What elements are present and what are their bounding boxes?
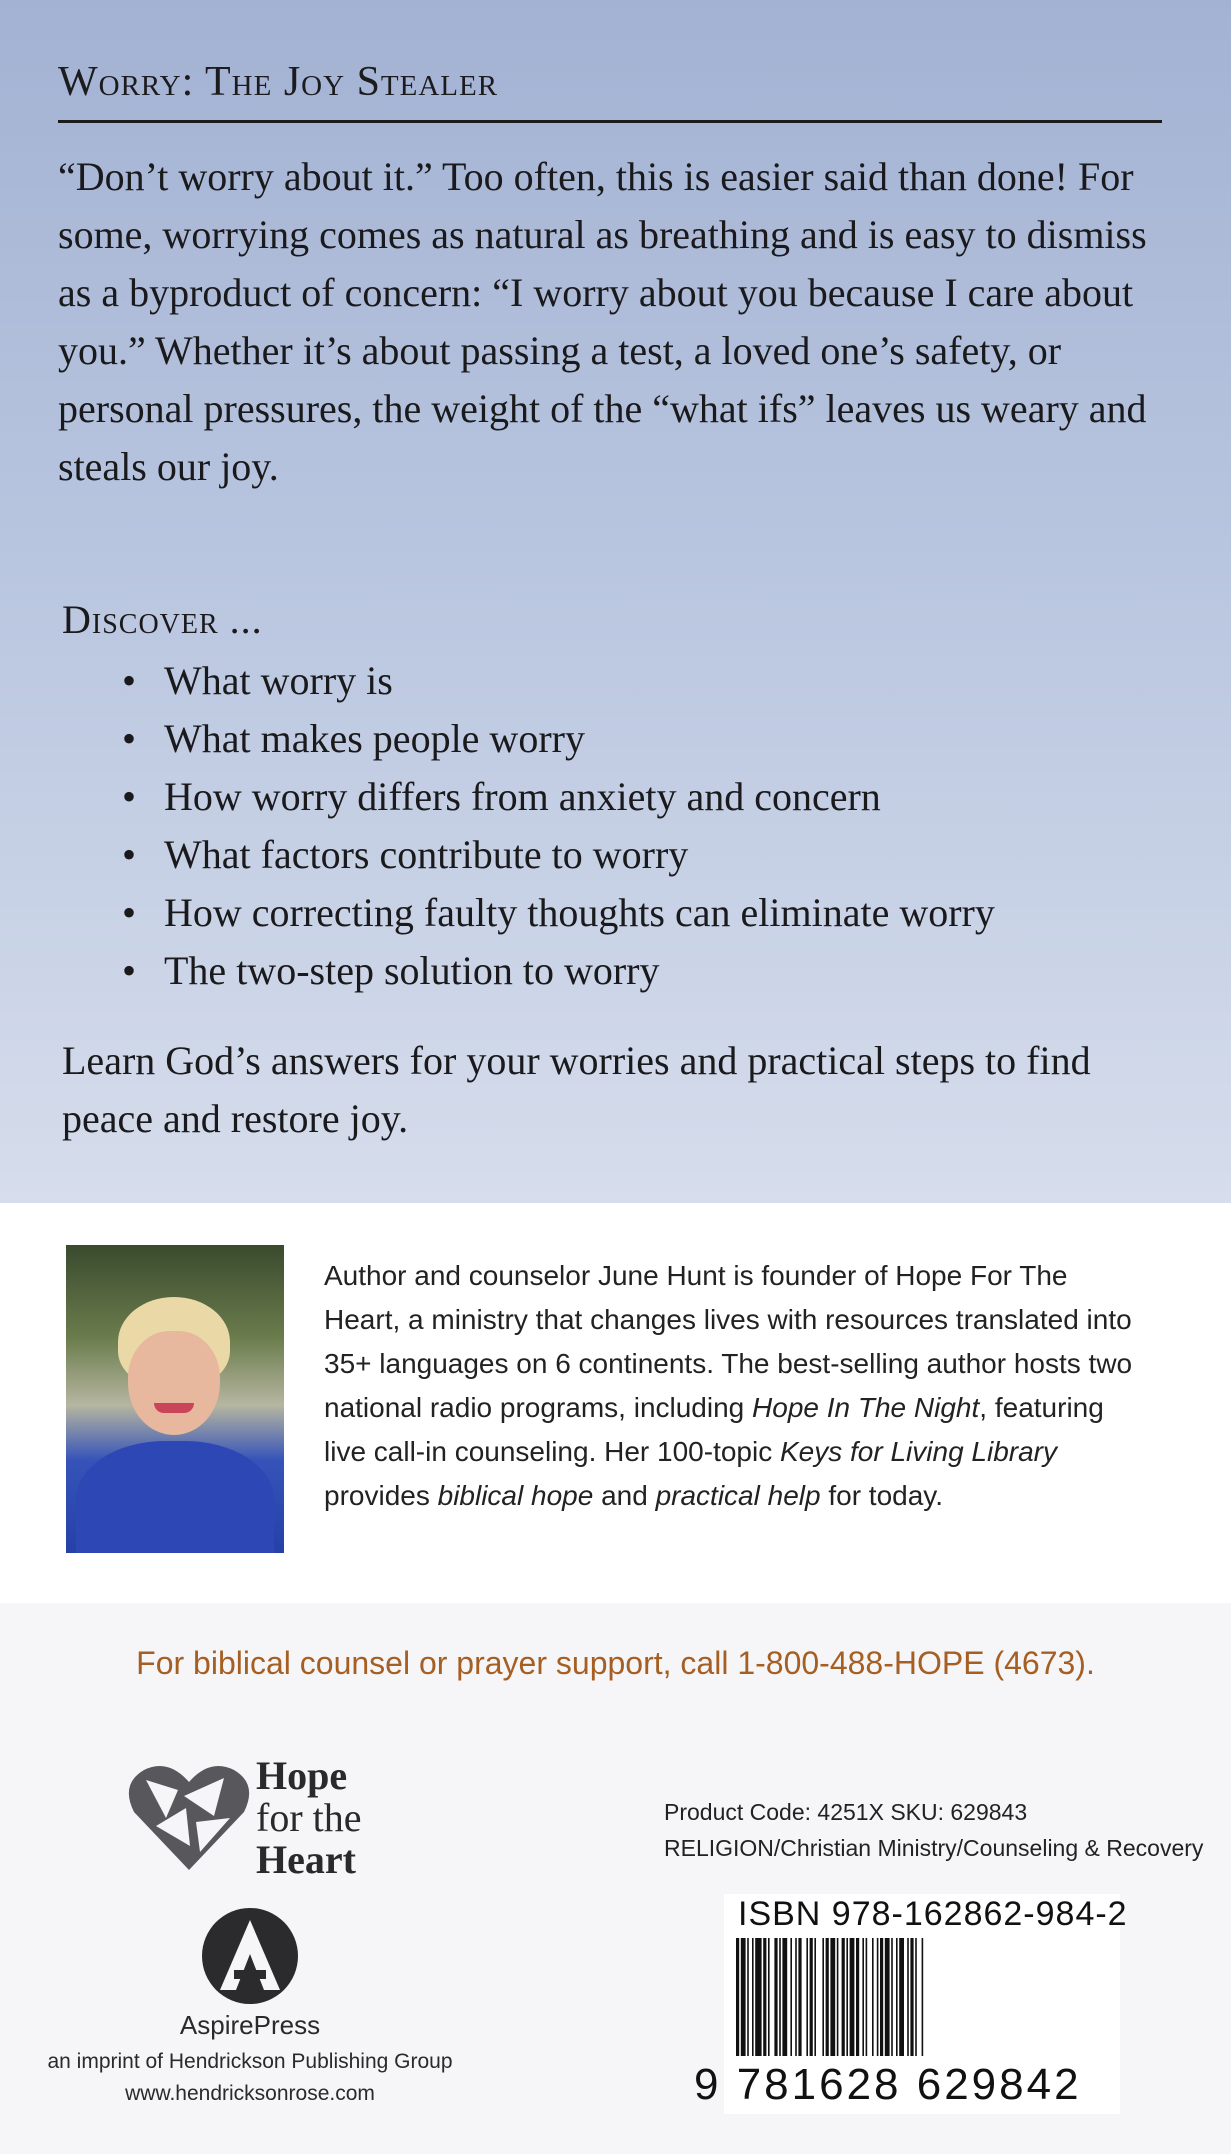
publisher-imprint: an imprint of Hendrickson Publishing Group www.hendricksonrose.com bbox=[47, 2050, 453, 2105]
discover-heading: Discover ... bbox=[62, 597, 263, 642]
support-call-line: For biblical counsel or prayer support, call 1-800-488-HOPE (4673). bbox=[136, 1645, 1095, 1681]
discover-list bbox=[122, 652, 995, 1000]
author-bio: Author and counselor June Hunt is founder of Hope For The Heart, a ministry that changes lives with resources translated into 35+ languages on 6 continents. The best-selling author hosts two national radio programs, including Hope In The Night, featuring live call-in counseling. Her 100-topic Keys for Living Library provides biblical hope and practical help for today. bbox=[324, 1260, 1133, 1511]
aspire-press-name: AspirePress bbox=[179, 2010, 321, 2040]
list-item: • How worry differs from anxiety and concern bbox=[122, 768, 995, 826]
hope-for-the-heart-wordmark: Hope for the Heart bbox=[256, 1753, 362, 1882]
author-photo bbox=[66, 1245, 284, 1553]
intro-paragraph: “Don’t worry about it.” Too often, this is easier said than done! For some, worrying comes as natural as breathing and is easy to dismiss as a byproduct of concern: “I worry about you because I care about you.” Whether it’s about passing a test, a loved one’s safety, or personal pressures, the weight of the “what ifs” leaves us weary and steals our joy. bbox=[58, 154, 1147, 489]
list-item: • How correcting faulty thoughts can eliminate worry bbox=[122, 884, 995, 942]
barcode-digits: 9 781628 629842 bbox=[694, 2060, 1082, 2109]
list-item: • What factors contribute to worry bbox=[122, 826, 995, 884]
closing-paragraph: Learn God’s answers for your worries and practical steps to find peace and restore joy. bbox=[62, 1038, 1091, 1141]
hope-heart-logo-icon bbox=[126, 1760, 252, 1875]
title-rule bbox=[58, 120, 1162, 123]
page-title: Worry: The Joy Stealer bbox=[58, 59, 499, 105]
list-item: • The two-step solution to worry bbox=[122, 942, 995, 1000]
list-item: • What makes people worry bbox=[122, 710, 995, 768]
product-info: Product Code: 4251X SKU: 629843 RELIGION/Christian Ministry/Counseling & Recovery bbox=[664, 1799, 1204, 1861]
isbn-label: ISBN 978-162862-984-2 bbox=[738, 1895, 1128, 1933]
list-item: • What worry is bbox=[122, 652, 995, 710]
aspire-press-logo-icon bbox=[200, 1906, 300, 2006]
barcode-icon bbox=[736, 1938, 1110, 2056]
